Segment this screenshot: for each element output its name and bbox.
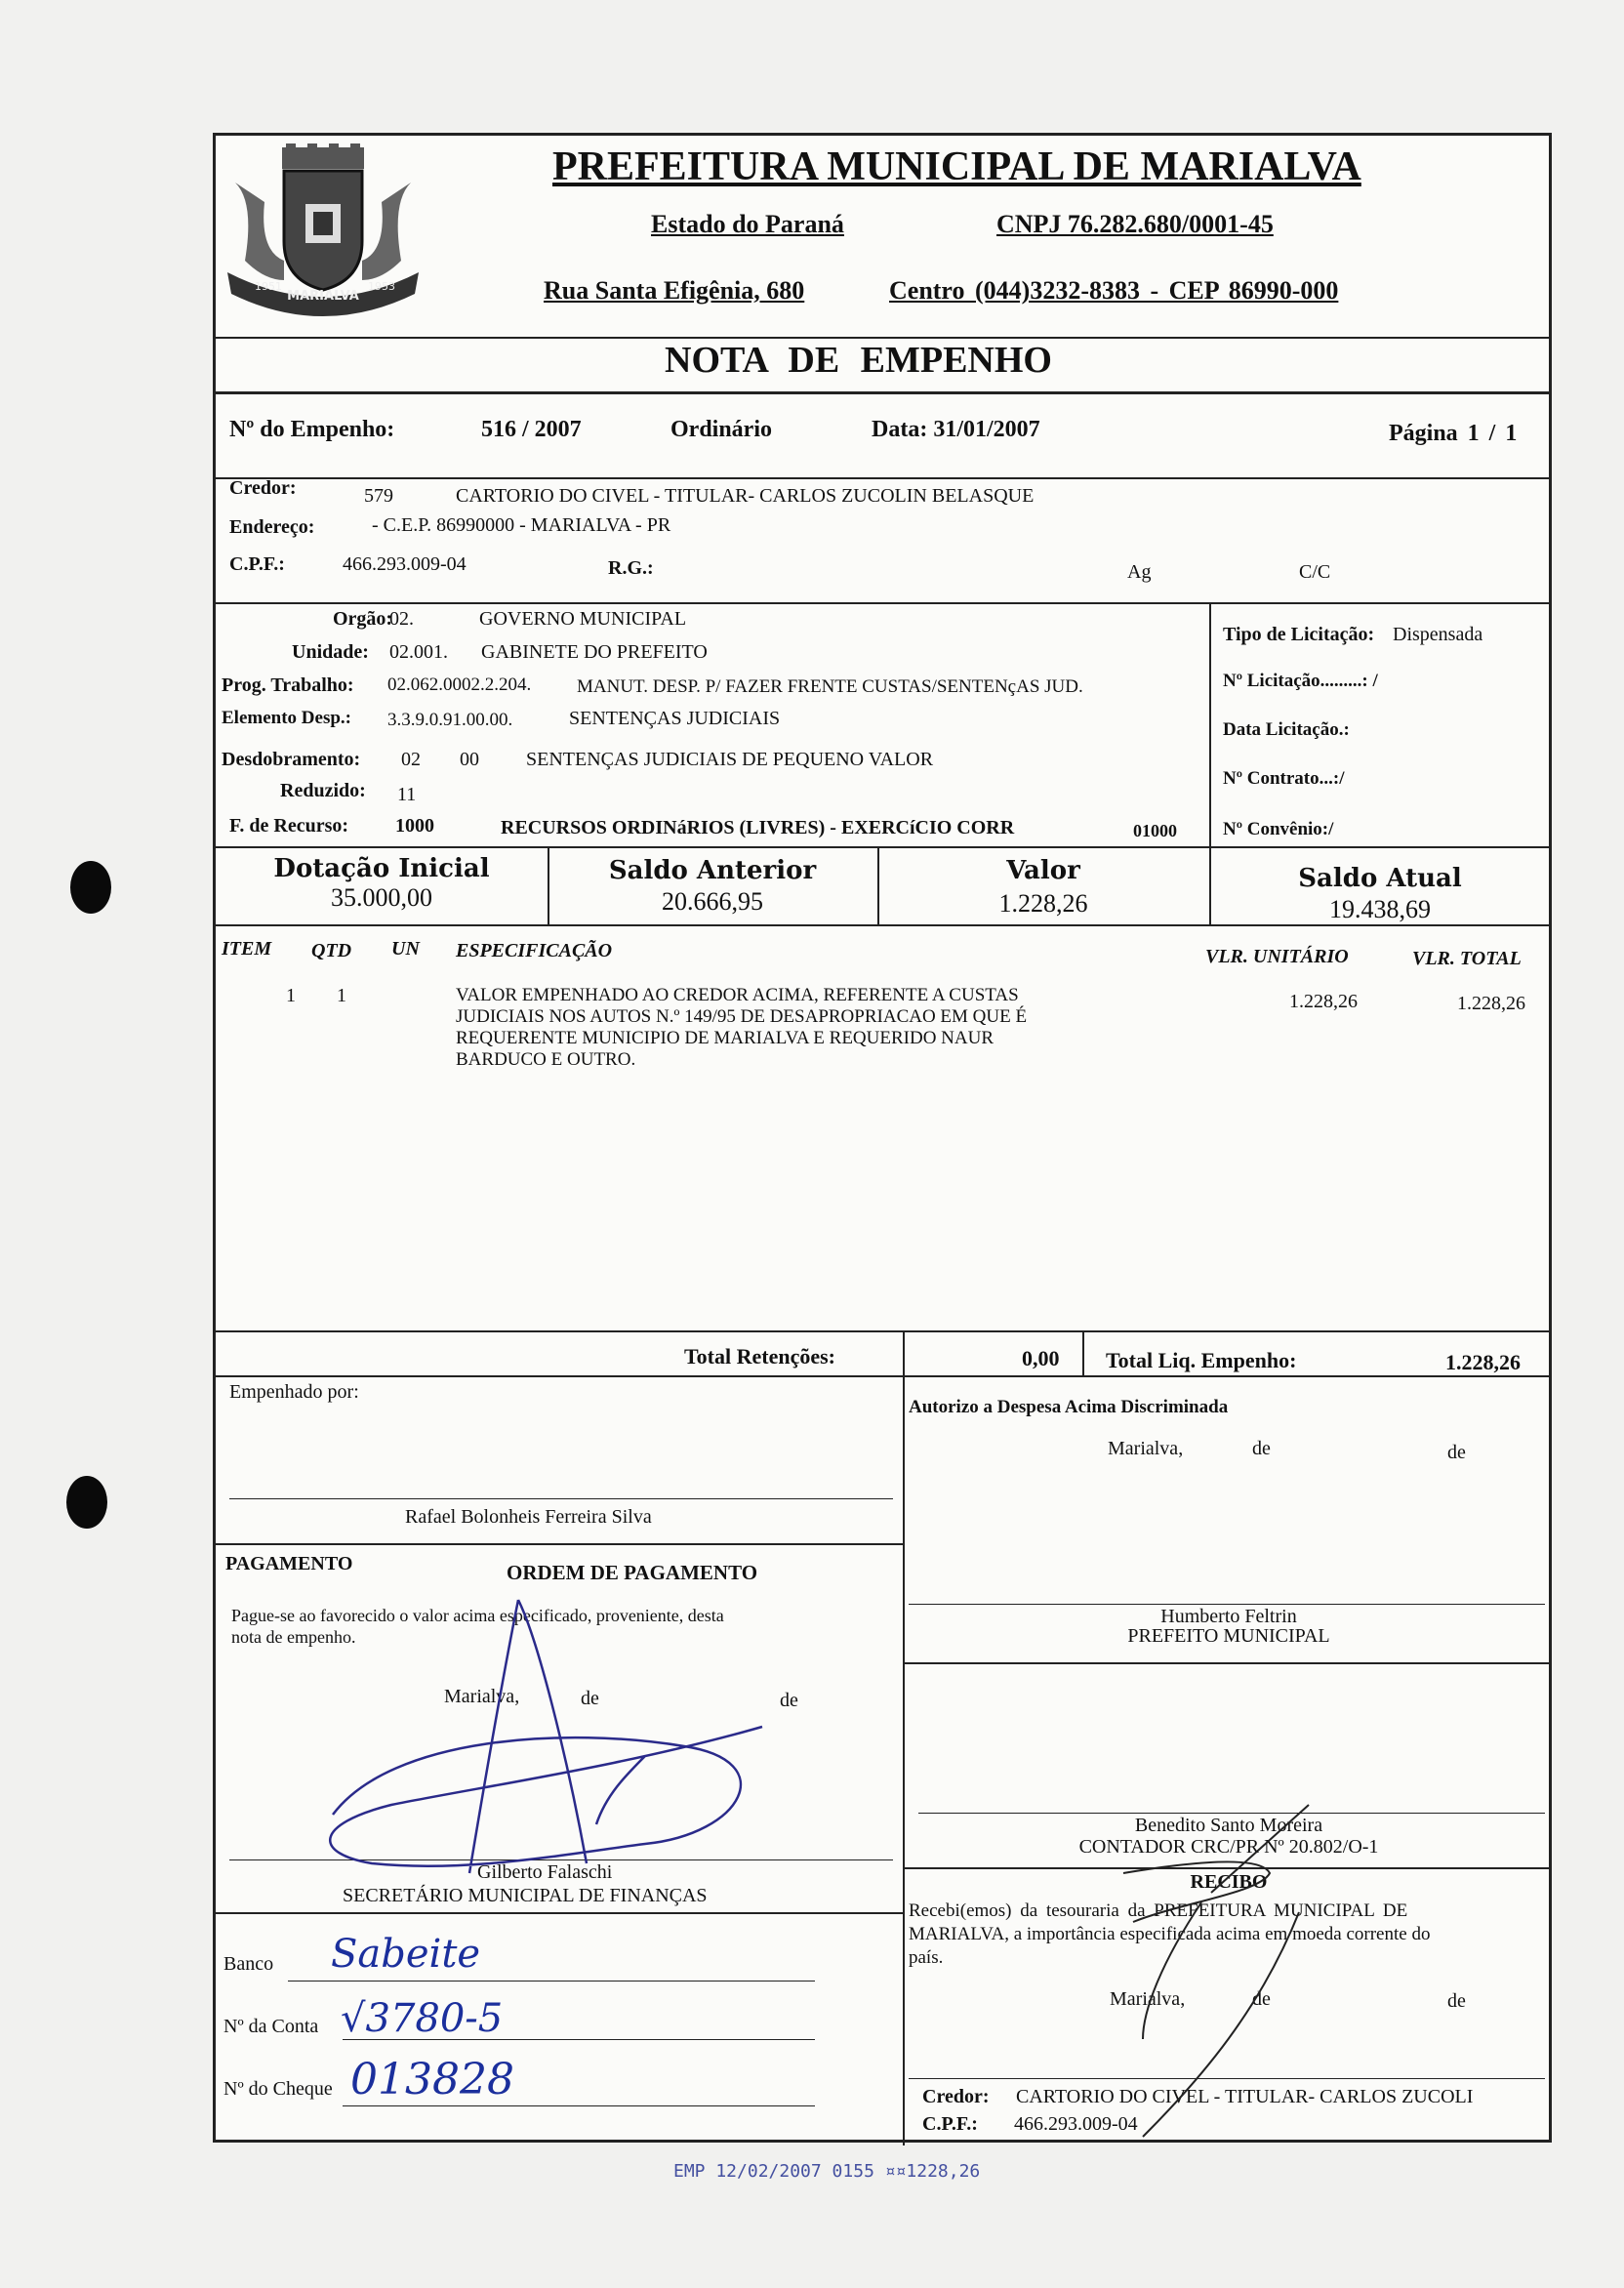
punch-hole-bottom xyxy=(66,1476,107,1529)
empenhado-label: Empenhado por: xyxy=(229,1381,359,1403)
saldo-atual-value: 19.438,69 xyxy=(1329,895,1431,923)
crest-logo xyxy=(225,143,421,321)
retencoes-value: 0,00 xyxy=(1022,1346,1060,1370)
item-number: 1 xyxy=(286,985,296,1006)
secretario-title: SECRETÁRIO MUNICIPAL DE FINANÇAS xyxy=(343,1885,708,1906)
item-spec-line-2: JUDICIAIS NOS AUTOS N.º 149/95 DE DESAPROPRIACAO EM QUE É xyxy=(456,1006,1028,1027)
recibo-text-1: Recebi(emos) da tesouraria da PREFEITURA MUNICIPAL DE xyxy=(909,1900,1408,1921)
ordem-pagamento-label: ORDEM DE PAGAMENTO xyxy=(507,1561,758,1584)
reduzido-value: 11 xyxy=(397,784,417,805)
banco-value: Sabeite xyxy=(331,1932,481,1977)
item-unit-value: 1.228,26 xyxy=(1289,991,1358,1012)
pagamento-city: Marialva, xyxy=(444,1686,520,1707)
prog-name: MANUT. DESP. P/ FAZER FRENTE CUSTAS/SENTENçAS JUD. xyxy=(577,676,1083,697)
address-label: Endereço: xyxy=(229,516,315,538)
reduzido-label: Reduzido: xyxy=(280,780,366,801)
orgao-label: Orgão: xyxy=(333,608,393,630)
contrato-number: Nº Contrato...:/ xyxy=(1223,768,1345,789)
pagamento-text-1: Pague-se ao favorecido o valor acima especificado, proveniente, desta xyxy=(231,1606,724,1625)
tipo-licitacao-value: Dispensada xyxy=(1393,624,1483,645)
svg-text:MARIALVA: MARIALVA xyxy=(287,289,359,304)
autorizo-de-2: de xyxy=(1447,1442,1466,1463)
convenio-number: Nº Convênio:/ xyxy=(1223,819,1334,839)
col-item-header: ITEM xyxy=(222,938,272,960)
desdobramento-name: SENTENÇAS JUDICIAIS DE PEQUENO VALOR xyxy=(526,749,934,770)
item-total-value: 1.228,26 xyxy=(1457,993,1525,1014)
valor-label: Valor xyxy=(1006,856,1080,885)
header-street: Rua Santa Efigênia, 680 xyxy=(544,276,805,305)
recibo-label: RECIBO xyxy=(1190,1871,1268,1893)
conta-label: Nº da Conta xyxy=(223,2016,319,2037)
dotacao-value: 35.000,00 xyxy=(331,883,432,912)
desdobramento-label: Desdobramento: xyxy=(222,749,361,770)
recurso-code: 1000 xyxy=(395,815,434,837)
credor-name: CARTORIO DO CIVEL - TITULAR- CARLOS ZUCOLIN BELASQUE xyxy=(456,485,1035,507)
recibo-cpf-value: 466.293.009-04 xyxy=(1014,2113,1138,2135)
recibo-text-2: MARIALVA, a importância especificada acima em moeda corrente do xyxy=(909,1924,1431,1944)
svg-text:1951: 1951 xyxy=(255,280,282,293)
rg-label: R.G.: xyxy=(608,557,654,579)
document-title: NOTA DE EMPENHO xyxy=(665,340,1052,381)
header-contact: Centro (044)3232-8383 - CEP 86990-000 xyxy=(889,276,1339,305)
signature-secretario xyxy=(274,1580,860,1893)
total-liquido-value: 1.228,26 xyxy=(1445,1350,1521,1374)
prog-code: 02.062.0002.2.204. xyxy=(387,674,532,695)
recibo-city: Marialva, xyxy=(1110,1988,1186,2010)
pagamento-de-1: de xyxy=(581,1688,599,1709)
col-total-header: VLR. TOTAL xyxy=(1412,948,1522,969)
contador-name: Benedito Santo Moreira xyxy=(1134,1815,1323,1836)
pagamento-label: PAGAMENTO xyxy=(225,1553,353,1574)
col-spec-header: ESPECIFICAÇÃO xyxy=(456,940,613,961)
svg-text:1953: 1953 xyxy=(368,280,395,293)
ag-label: Ag xyxy=(1127,561,1152,583)
empenho-date: Data: 31/01/2007 xyxy=(872,417,1040,442)
licitacao-number: Nº Licitação.........: / xyxy=(1223,671,1378,691)
elemento-label: Elemento Desp.: xyxy=(222,708,351,728)
cheque-label: Nº do Cheque xyxy=(223,2078,333,2100)
recibo-de-2: de xyxy=(1447,1990,1466,2012)
saldo-atual-label: Saldo Atual xyxy=(1298,864,1462,893)
recurso-sub: 01000 xyxy=(1133,821,1177,840)
col-un-header: UN xyxy=(391,938,420,960)
item-spec-line-3: REQUERENTE MUNICIPIO DE MARIALVA E REQUERIDO NAUR xyxy=(456,1028,994,1048)
autorizo-city: Marialva, xyxy=(1108,1438,1184,1459)
prefeito-name: Humberto Feltrin xyxy=(1160,1606,1297,1627)
cpf-label: C.P.F.: xyxy=(229,553,285,575)
dotacao-label: Dotação Inicial xyxy=(273,854,490,883)
header-cnpj: CNPJ 76.282.680/0001-45 xyxy=(996,210,1274,238)
prog-label: Prog. Trabalho: xyxy=(222,674,354,696)
recibo-text-3: país. xyxy=(909,1947,944,1968)
item-spec-line-1: VALOR EMPENHADO AO CREDOR ACIMA, REFERENTE A CUSTAS xyxy=(456,985,1019,1005)
conta-value: √3780-5 xyxy=(341,1996,504,2041)
recibo-credor-label: Credor: xyxy=(922,2086,990,2107)
valor-value: 1.228,26 xyxy=(998,889,1088,918)
empenho-label: Nº do Empenho: xyxy=(229,417,395,442)
recurso-name: RECURSOS ORDINáRIOS (LIVRES) - EXERCíCIO CORR xyxy=(501,817,1015,838)
header-title: PREFEITURA MUNICIPAL DE MARIALVA xyxy=(552,144,1361,189)
secretario-name: Gilberto Falaschi xyxy=(477,1861,613,1883)
print-stamp: EMP 12/02/2007 0155 ¤¤1228,26 xyxy=(673,2161,981,2182)
retencoes-label: Total Retenções: xyxy=(684,1344,835,1369)
empenho-type: Ordinário xyxy=(670,417,773,442)
contador-title: CONTADOR CRC/PR Nº 20.802/O-1 xyxy=(1078,1836,1379,1858)
tipo-licitacao-label: Tipo de Licitação: xyxy=(1223,624,1375,645)
cc-label: C/C xyxy=(1299,561,1331,583)
cpf-value: 466.293.009-04 xyxy=(343,553,467,575)
elemento-code: 3.3.9.0.91.00.00. xyxy=(387,710,513,730)
autorizo-de-1: de xyxy=(1252,1438,1271,1459)
recurso-label: F. de Recurso: xyxy=(229,815,349,837)
orgao-name: GOVERNO MUNICIPAL xyxy=(479,608,687,630)
desdobramento-code1: 02 xyxy=(401,749,421,770)
saldo-anterior-value: 20.666,95 xyxy=(662,887,763,916)
prefeito-title: PREFEITO MUNICIPAL xyxy=(1127,1625,1330,1647)
empenhado-name: Rafael Bolonheis Ferreira Silva xyxy=(405,1506,652,1528)
credor-code: 579 xyxy=(364,485,393,507)
elemento-name: SENTENÇAS JUDICIAIS xyxy=(569,708,781,729)
banco-label: Banco xyxy=(223,1953,274,1975)
col-unit-header: VLR. UNITÁRIO xyxy=(1205,946,1349,967)
unidade-code: 02.001. xyxy=(389,641,448,663)
signature-contador xyxy=(1065,1785,1358,2146)
nota-empenho-form xyxy=(213,133,1552,2143)
autorizo-label: Autorizo a Despesa Acima Discriminada xyxy=(909,1397,1229,1417)
address-value: - C.E.P. 86990000 - MARIALVA - PR xyxy=(372,514,671,536)
recibo-cpf-label: C.P.F.: xyxy=(922,2113,978,2135)
unidade-name: GABINETE DO PREFEITO xyxy=(481,641,708,663)
col-qtd-header: QTD xyxy=(311,940,352,961)
empenho-number: 516 / 2007 xyxy=(481,417,582,442)
orgao-code: 02. xyxy=(389,608,414,630)
item-spec-line-4: BARDUCO E OUTRO. xyxy=(456,1049,636,1070)
licitacao-date: Data Licitação.: xyxy=(1223,719,1350,740)
pagamento-text-2: nota de empenho. xyxy=(231,1627,356,1647)
unidade-label: Unidade: xyxy=(292,641,369,663)
saldo-anterior-label: Saldo Anterior xyxy=(608,856,817,885)
item-qtd: 1 xyxy=(337,985,346,1006)
punch-hole-top xyxy=(70,861,111,914)
desdobramento-code2: 00 xyxy=(460,749,479,770)
credor-label: Credor: xyxy=(229,477,297,499)
total-liquido-label: Total Liq. Empenho: xyxy=(1106,1348,1297,1372)
recibo-de-1: de xyxy=(1252,1988,1271,2010)
recibo-credor-value: CARTORIO DO CIVEL - TITULAR- CARLOS ZUCOLI xyxy=(1016,2086,1474,2107)
header-state: Estado do Paraná xyxy=(651,210,844,238)
page-indicator: Página 1 / 1 xyxy=(1389,421,1518,446)
cheque-value: 013828 xyxy=(350,2055,514,2104)
pagamento-de-2: de xyxy=(780,1690,798,1711)
